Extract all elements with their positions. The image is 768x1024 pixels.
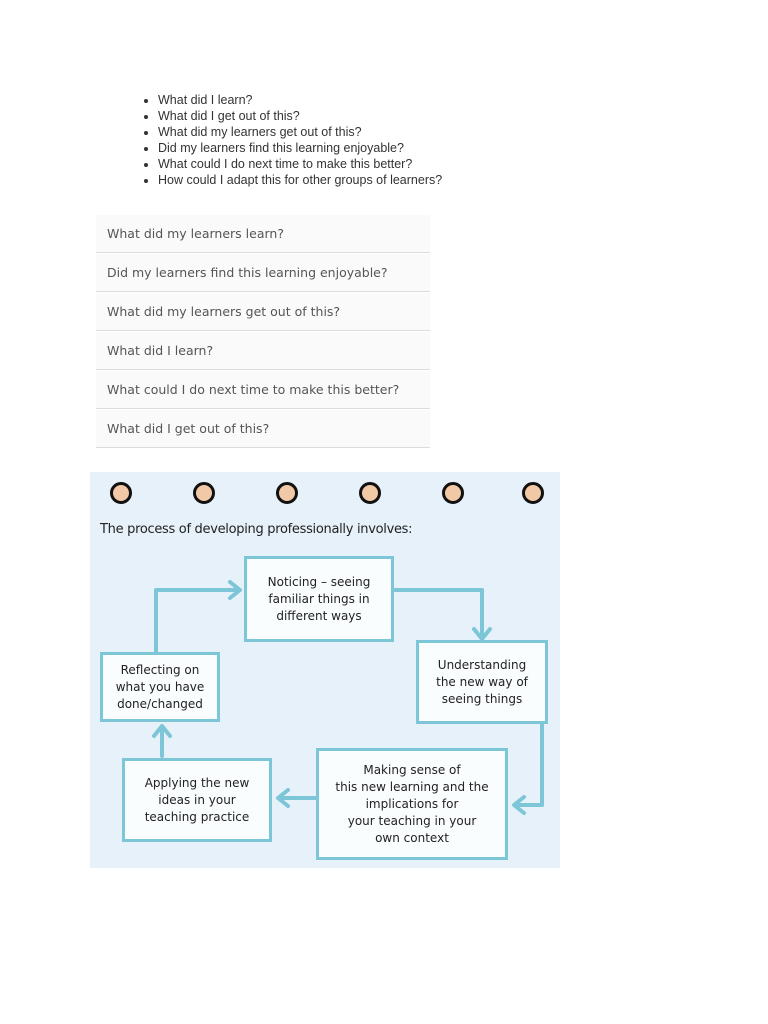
box-making-sense: Making sense of this new learning and the implications for your teaching in your own context	[316, 748, 508, 860]
box-understanding: Understanding the new way of seeing things	[416, 640, 548, 724]
professional-development-diagram	[90, 472, 560, 868]
box-noticing: Noticing – seeing familiar things in different ways	[244, 556, 394, 642]
question-list	[96, 215, 430, 449]
arrow-understanding-to-making-sense	[516, 722, 542, 805]
question-row: What could I do next time to make this better?	[96, 371, 430, 409]
box-reflecting: Reflecting on what you have done/changed	[100, 652, 220, 722]
arrow-reflecting-to-noticing	[156, 590, 238, 652]
diagram-title: The process of developing professionally involves:	[100, 522, 413, 537]
bullet-item: • What did I get out of this?	[158, 108, 442, 124]
question-row: What did I learn?	[96, 332, 430, 370]
arrow-noticing-to-understanding	[395, 590, 482, 637]
box-applying: Applying the new ideas in your teaching practice	[122, 758, 272, 842]
bullet-item: • What could I do next time to make this better?	[158, 156, 442, 172]
reflection-bullet-list	[130, 92, 442, 188]
bullet-item: • Did my learners find this learning enjoyable?	[158, 140, 442, 156]
question-row: What did my learners get out of this?	[96, 293, 430, 331]
bullet-item: • What did I learn?	[158, 92, 442, 108]
bullet-item: • How could I adapt this for other groups of learners?	[158, 172, 442, 188]
question-row: What did my learners learn?	[96, 215, 430, 253]
question-row: Did my learners find this learning enjoyable?	[96, 254, 430, 292]
bullet-item: • What did my learners get out of this?	[158, 124, 442, 140]
question-row: What did I get out of this?	[96, 410, 430, 448]
